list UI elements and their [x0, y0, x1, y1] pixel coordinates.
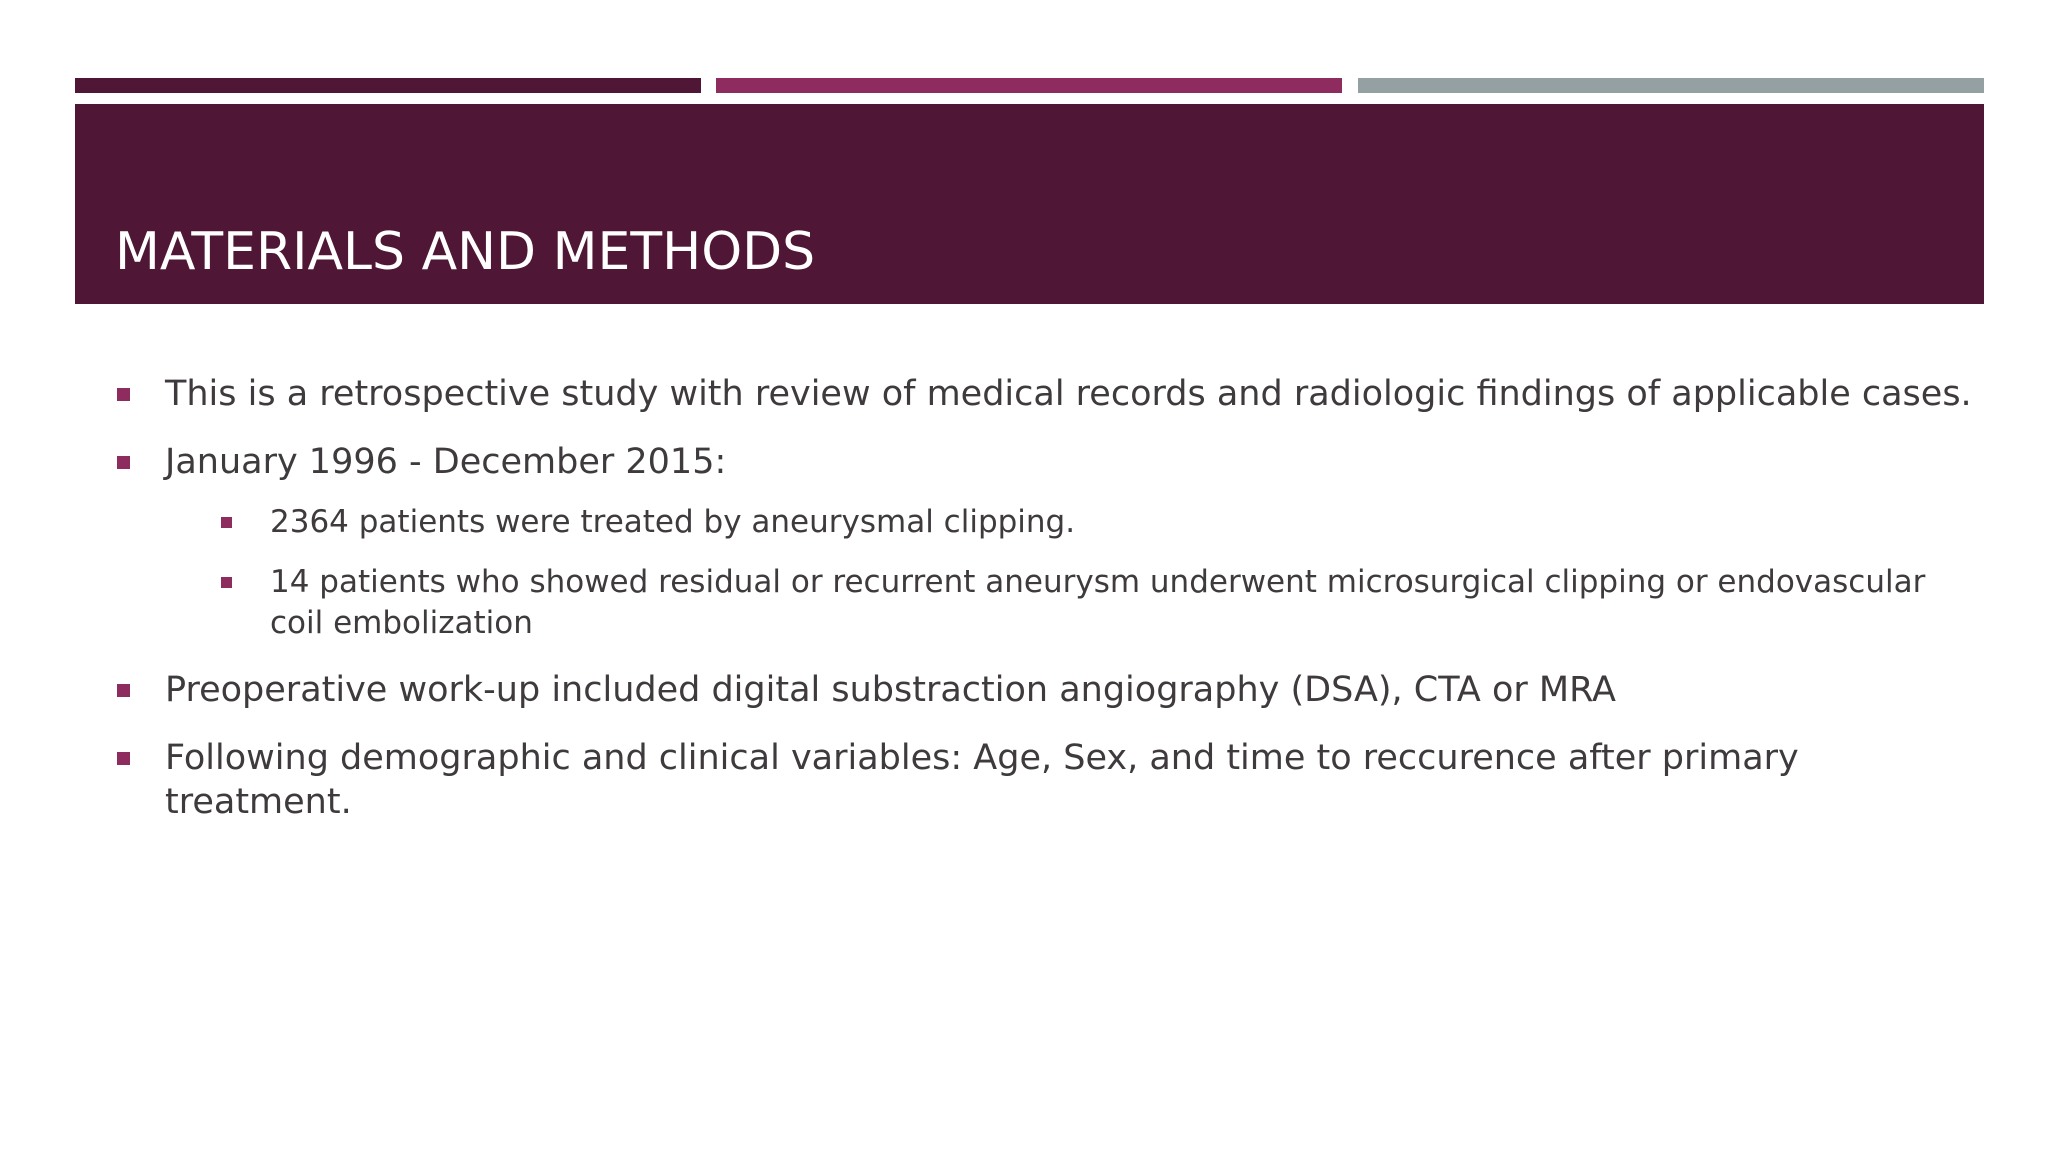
square-bullet-icon: [117, 684, 130, 697]
bullet-list: [115, 372, 1975, 824]
square-bullet-icon: [221, 577, 232, 588]
bullet-text: Preoperative work-up included digital substraction angiography (DSA), CTA or MRA: [165, 670, 1616, 710]
square-bullet-icon: [221, 517, 232, 528]
sub-bullet-item-recurrent: [220, 562, 1975, 644]
bullet-item-date-range: [115, 440, 1975, 644]
square-bullet-icon: [117, 388, 130, 401]
sub-bullet-list: [170, 502, 1975, 644]
title-band: [75, 104, 1984, 304]
slide-content: [115, 372, 1975, 848]
bullet-text: This is a retrospective study with review of medical records and radiologic findings of applicable cases.: [165, 374, 1972, 414]
slide-title: MATERIALS AND METHODS: [115, 222, 816, 282]
accent-bar-gray: [1358, 78, 1984, 93]
bullet-item-workup: [115, 668, 1975, 712]
sub-bullet-text: 14 patients who showed residual or recurrent aneurysm underwent microsurgical clipping or endovascular coil embolization: [270, 564, 1926, 641]
accent-bar-magenta: [716, 78, 1342, 93]
square-bullet-icon: [117, 456, 130, 469]
accent-bar-plum: [75, 78, 701, 93]
bullet-item-variables: [115, 736, 1975, 824]
bullet-text: Following demographic and clinical variables: Age, Sex, and time to reccurence after primary treatment.: [165, 738, 1799, 822]
square-bullet-icon: [117, 752, 130, 765]
bullet-text: January 1996 - December 2015:: [165, 442, 727, 482]
sub-bullet-item-clipping: [220, 502, 1975, 543]
sub-bullet-text: 2364 patients were treated by aneurysmal clipping.: [270, 504, 1076, 540]
bullet-item-study-design: [115, 372, 1975, 416]
